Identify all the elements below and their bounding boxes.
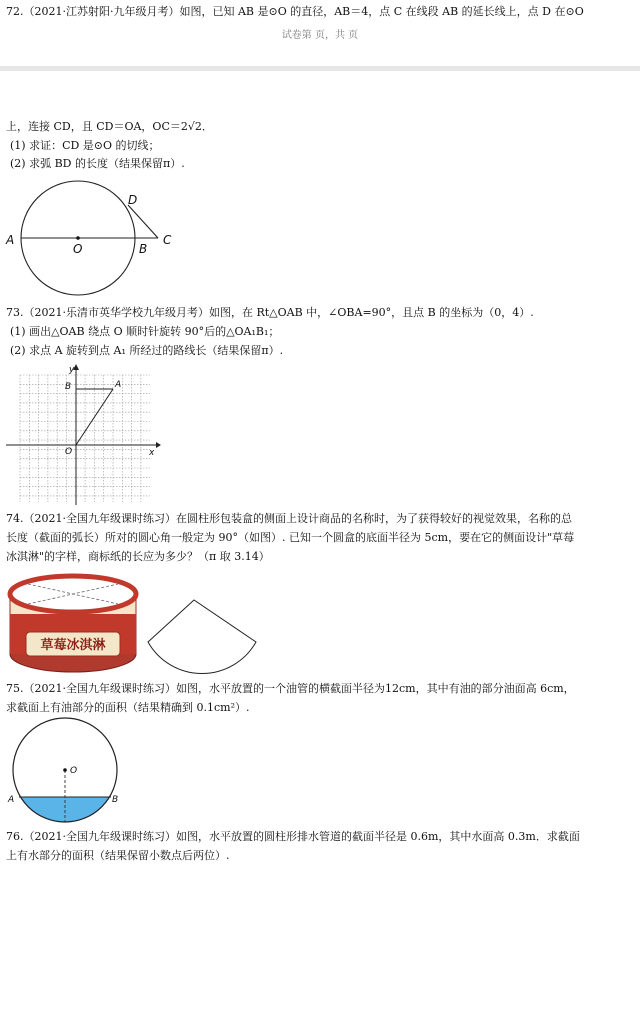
q73-line1: 73.（2021·乐清市英华学校九年级月考）如图，在 Rt△OAB 中，∠OBA=90°，且点 B 的坐标为（0，4）. [6,306,534,319]
q72-line2: 上，连接 CD，且 CD＝OA，OC＝2√2． [6,120,213,133]
q74-box-text: 草莓冰淇淋 [40,638,106,653]
q73-label-B: B [65,382,72,392]
q74-sector [148,600,256,674]
q73-part1: (1) 画出△OAB 绕点 O 顺时针旋转 90°后的△OA₁B₁； [10,325,280,338]
q72-figure [0,172,190,292]
q72-label-O: O [73,242,83,256]
q75-label-B: B [112,795,119,805]
q73-label-A: A [115,380,122,390]
q74-sector-figure [144,598,264,673]
q76-line1: 76.（2021·全国九年级课时练习）如图，水平放置的圆柱形排水管道的截面半径是 0.6m，其中水面高 0.3m．求截面 [6,830,580,843]
q75-label-O: O [70,766,78,776]
q75-figure [0,716,140,826]
q72-line1: 72.（2021·江苏射阳·九年级月考）如图，已知 AB 是⊙O 的直径，AB＝4，点 C 在线段 AB 的延长线上，点 D 在⊙O [6,5,584,18]
q73-label-x: x [149,448,155,458]
q72-label-A: A [6,233,15,247]
q72-center-dot [76,236,80,240]
q74-line1: 74.（2021·全国九年级课时练习）在圆柱形包装盒的侧面上设计商品的名称时，为了获得较好的视觉效果，名称的总 [6,512,572,525]
q72-label-B: B [139,242,148,256]
q73-gridlines [20,375,150,502]
q73-part2: (2) 求点 A 旋转到点 A₁ 所经过的路线长（结果保留π）. [10,344,284,357]
q72-part1: (1) 求证：CD 是⊙O 的切线； [10,139,160,152]
q73-label-y: y [69,365,75,375]
q73-label-O: O [65,447,73,457]
q74-line2: 长度（截面的弧长）所对的圆心角一般定为 90°（如图）. 已知一个圆盒的底面半径为 5cm，要在它的侧面设计"草莓 [6,531,575,544]
q75-line1: 75.（2021·全国九年级课时练习）如图，水平放置的一个油管的横截面半径为12cm，其中有油的部分油面高 6cm， [6,682,575,695]
q75-center-dot [63,768,67,772]
q72-label-C: C [163,233,172,247]
q73-grid-figure [0,362,170,512]
page-footer: 试卷第 页，共 页 [281,30,359,41]
q76-line2: 上有水部分的面积（结果保留小数点后两位）. [6,849,230,862]
q72-label-D: D [128,193,138,207]
q74-line3: 冰淇淋"的字样，商标纸的长应为多少？（π 取 3.14） [6,550,270,563]
q75-label-A: A [8,795,15,805]
q73-x-arrow [156,442,161,448]
q74-cylinder-box [8,574,138,674]
q72-part2: (2) 求弧 BD 的长度（结果保留π）. [10,157,185,170]
page-divider [0,66,640,71]
q75-line2: 求截面上有油部分的面积（结果精确到 0.1cm²）. [6,701,250,714]
